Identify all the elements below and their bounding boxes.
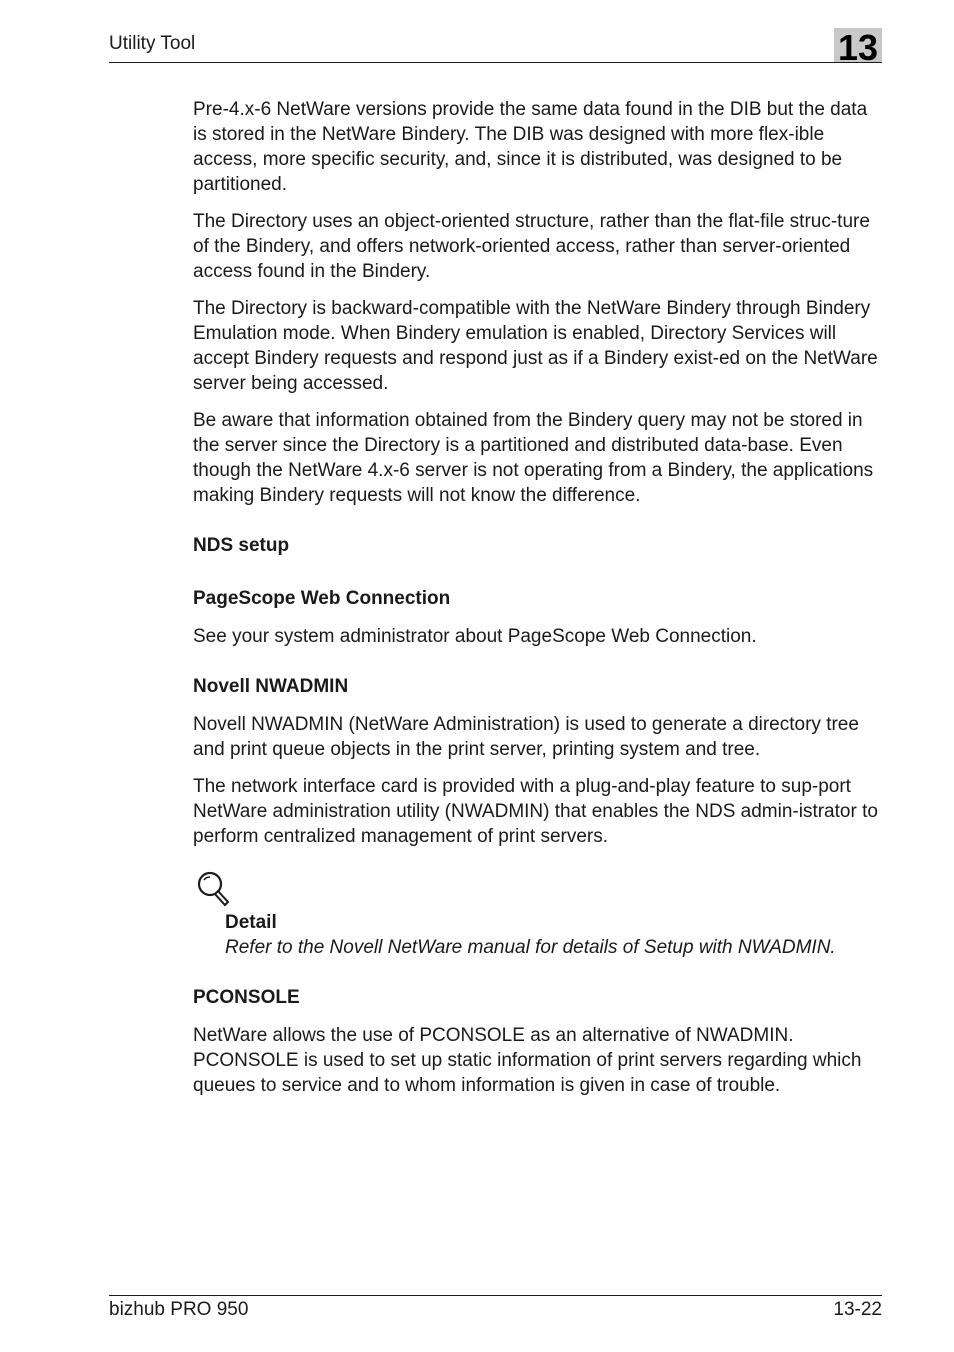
heading-pconsole: PCONSOLE <box>193 987 300 1008</box>
header-section-title: Utility Tool <box>109 33 196 54</box>
intro-paragraph: The Directory uses an object-oriented structure, rather than the flat-file struc-ture of the Bindery, and offers network-oriented access, rather than server-oriented access found in the Bindery. <box>193 211 870 282</box>
header-divider <box>109 62 882 63</box>
heading-novell-nwadmin: Novell NWADMIN <box>193 676 349 697</box>
detail-note <box>193 869 883 960</box>
heading-pagescope: PageScope Web Connection <box>193 588 451 609</box>
intro-paragraph: The Directory is backward-compatible with the NetWare Bindery through Bindery Emulation mode. When Bindery emulation is enabled, Directory Services will accept Bindery requests and respond just as if a Bindery exist-ed on the NetWare server being accessed. <box>193 298 878 394</box>
intro-paragraph: Be aware that information obtained from the Bindery query may not be stored in the server since the Directory is a partitioned and distributed data-base. Even though the NetWare 4.x-6 server is not operating from a Bindery, the applications making Bindery requests will not know the difference. <box>193 410 874 506</box>
intro-paragraph: Pre-4.x-6 NetWare versions provide the same data found in the DIB but the data is stored in the NetWare Bindery. The DIB was designed with more flex-ible access, more specific security, and, since it is distributed, was designed to be partitioned. <box>193 99 868 195</box>
detail-note-text: Refer to the Novell NetWare manual for details of Setup with NWADMIN. <box>225 937 836 958</box>
pagescope-paragraph: See your system administrator about PageScope Web Connection. <box>193 626 757 647</box>
footer-product-name: bizhub PRO 950 <box>109 1299 249 1320</box>
nwadmin-paragraph: The network interface card is provided with a plug-and-play feature to sup-port NetWare administration utility (NWADMIN) that enables the NDS admin-istrator to perform centralized management of print servers. <box>193 776 878 847</box>
footer-page-number: 13-22 <box>833 1299 882 1320</box>
nwadmin-paragraph: Novell NWADMIN (NetWare Administration) is used to generate a directory tree and print queue objects in the print server, printing system and tree. <box>193 714 859 760</box>
chapter-number-badge: 13 <box>834 28 882 62</box>
detail-note-label: Detail <box>225 912 277 933</box>
page-content <box>193 97 883 1110</box>
heading-nds-setup: NDS setup <box>193 535 290 556</box>
pconsole-paragraph: NetWare allows the use of PCONSOLE as an alternative of NWADMIN. PCONSOLE is used to set up static information of print servers regarding which queues to service and to whom information is given in case of trouble. <box>193 1025 862 1096</box>
magnifier-icon <box>195 869 233 907</box>
footer-divider <box>109 1295 882 1296</box>
